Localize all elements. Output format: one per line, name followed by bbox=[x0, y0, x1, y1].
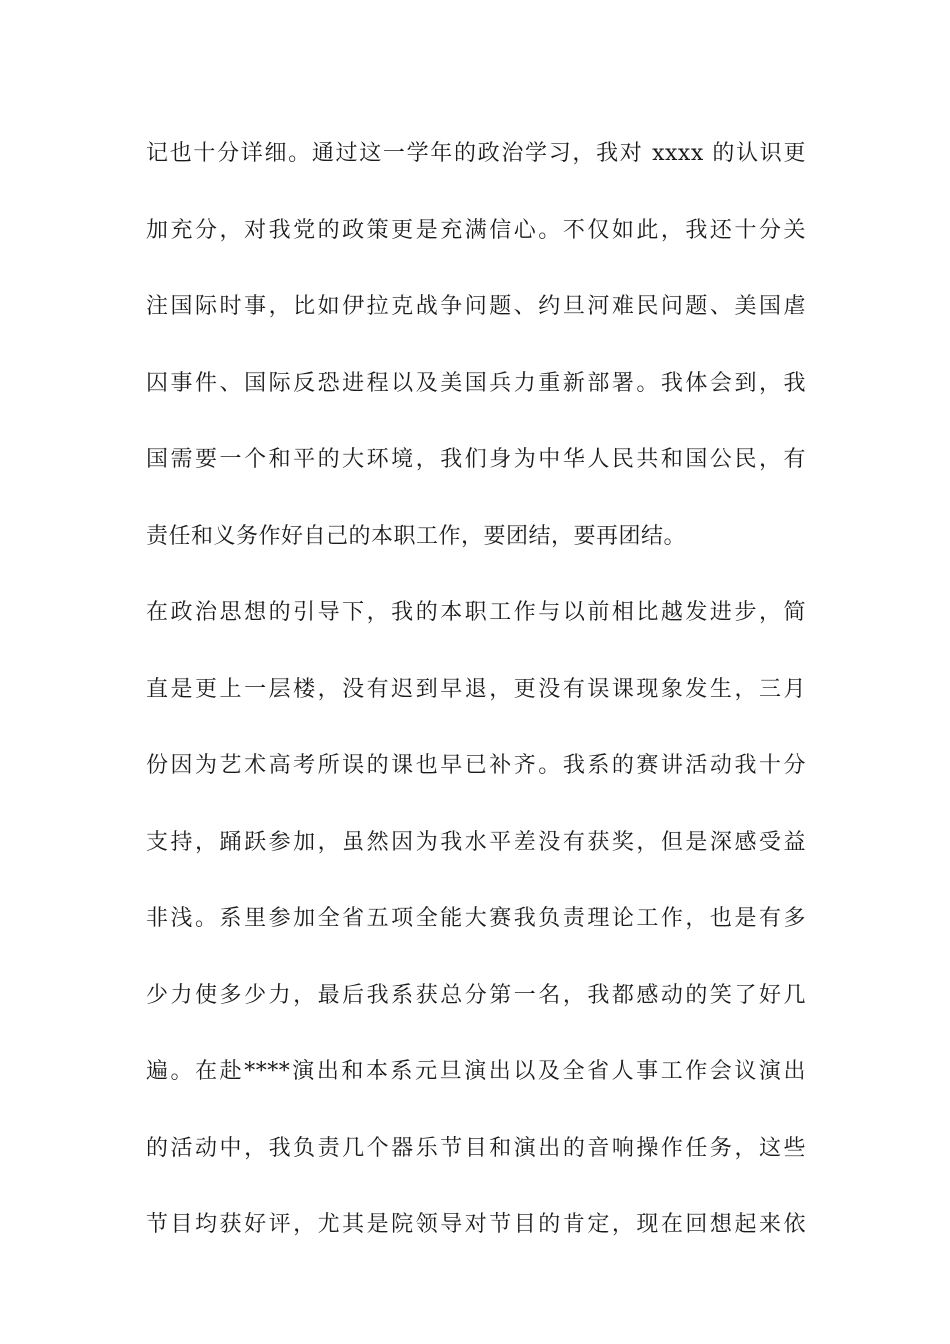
text-line: 直是更上一层楼，没有迟到早退，更没有误课现象发生，三月 bbox=[146, 676, 806, 702]
text-line: 遍。在赴****演出和本系元旦演出以及全省人事工作会议演出 bbox=[146, 1059, 806, 1084]
text-line: 支持，踊跃参加，虽然因为我水平差没有获奖，但是深感受益 bbox=[146, 829, 806, 855]
text-line: 国需要一个和平的大环境，我们身为中华人民共和国公民，有 bbox=[146, 447, 806, 472]
text-line: 少力使多少力，最后我系获总分第一名，我都感动的笑了好几 bbox=[146, 982, 806, 1008]
text-line: 在政治思想的引导下，我的本职工作与以前相比越发进步，简 bbox=[146, 600, 806, 625]
text-line: 份因为艺术高考所误的课也早已补齐。我系的赛讲活动我十分 bbox=[146, 753, 806, 778]
body-text bbox=[146, 132, 806, 1280]
text-line: 非浅。系里参加全省五项全能大赛我负责理论工作，也是有多 bbox=[146, 906, 806, 931]
text-line: 的活动中，我负责几个器乐节目和演出的音响操作任务，这些 bbox=[146, 1135, 806, 1161]
text-line: 节目均获好评，尤其是院领导对节目的肯定，现在回想起来依 bbox=[146, 1212, 806, 1237]
text-line: 记也十分详细。通过这一学年的政治学习，我对 xxxx 的认识更 bbox=[146, 141, 806, 166]
paragraph-end-line: 责任和义务作好自己的本职工作，要团结，要再团结。 bbox=[146, 523, 687, 549]
text-line: 囚事件、国际反恐进程以及美国兵力重新部署。我体会到，我 bbox=[146, 370, 806, 396]
text-line: 注国际时事，比如伊拉克战争问题、约旦河难民问题、美国虐 bbox=[146, 294, 806, 319]
text-line: 加充分，对我党的政策更是充满信心。不仅如此，我还十分关 bbox=[146, 217, 806, 243]
